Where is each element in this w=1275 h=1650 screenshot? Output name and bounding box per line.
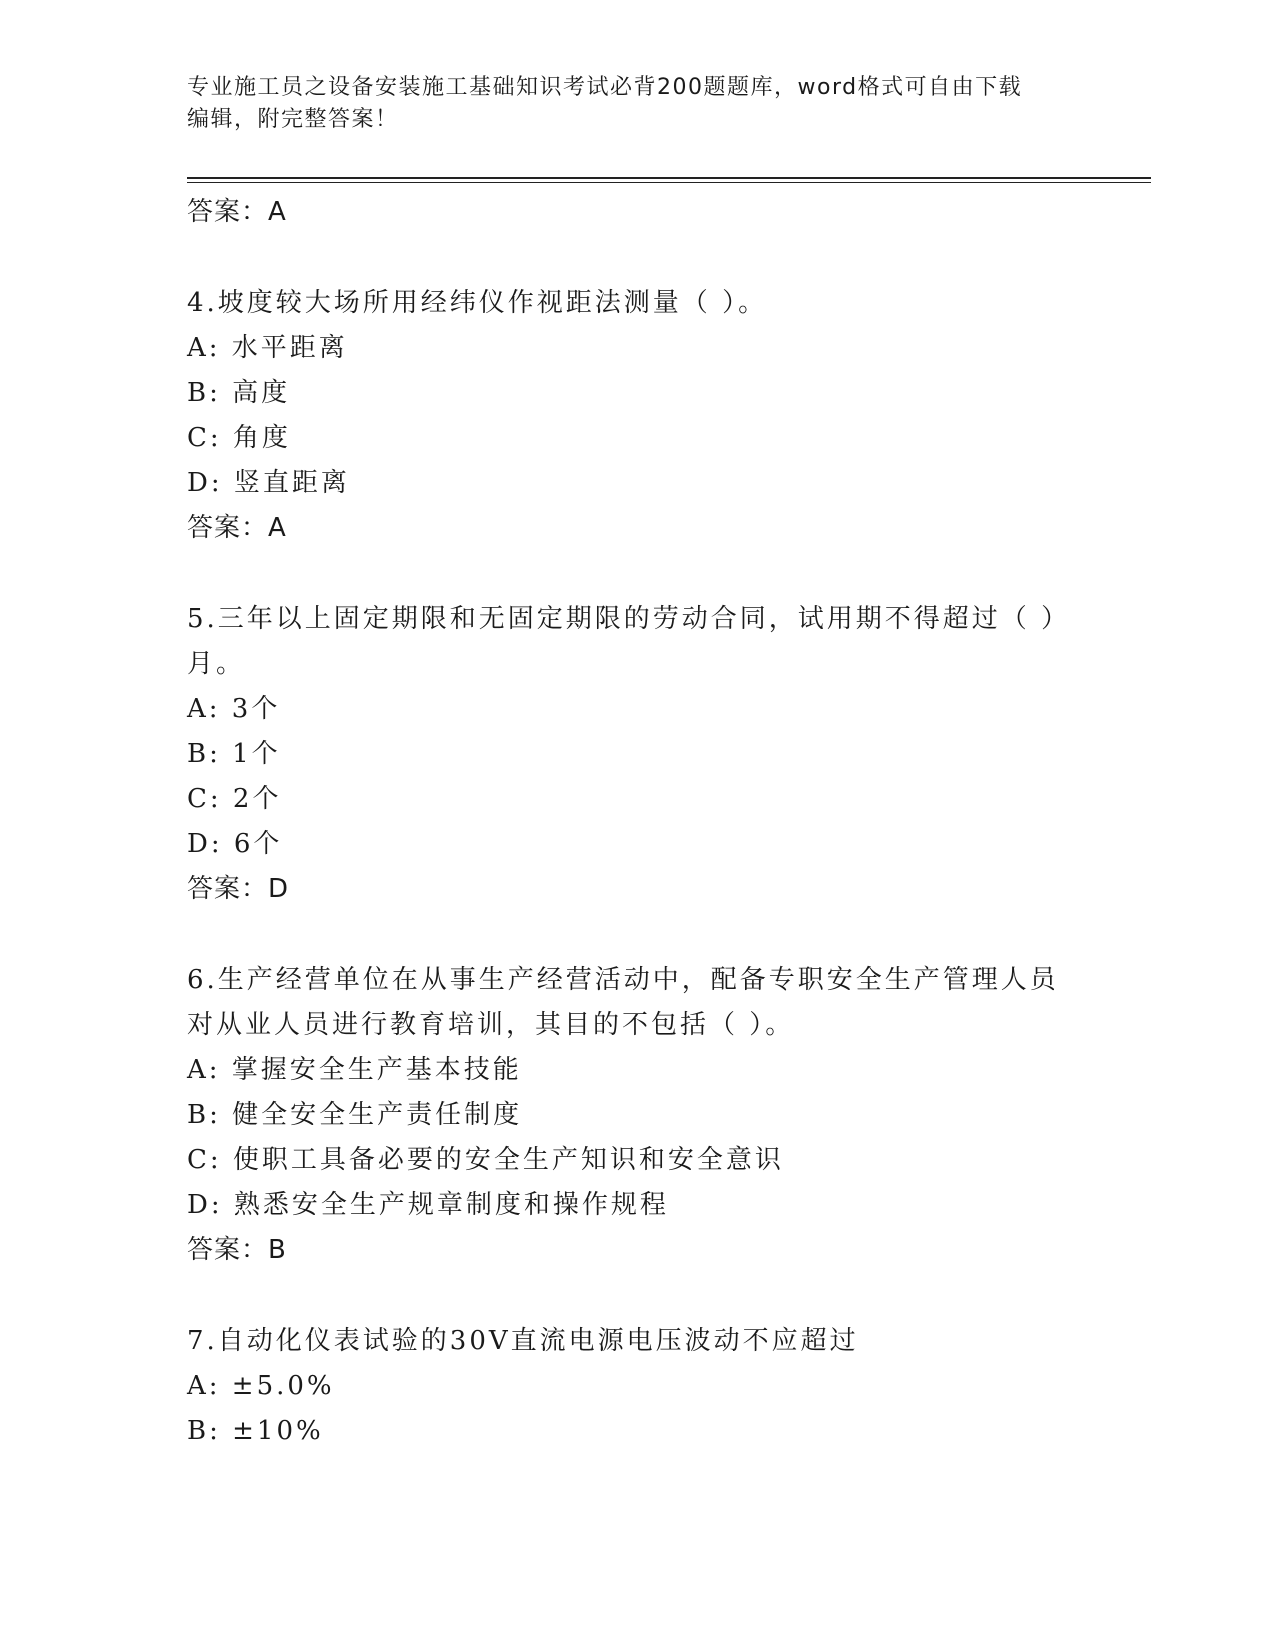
option-d: D: 熟悉安全生产规章制度和操作规程	[187, 1190, 669, 1220]
option-b: B: 高度	[187, 378, 291, 408]
question-stem-continued: 月。	[187, 649, 246, 679]
answer: 答案：B	[187, 1235, 287, 1265]
document-header	[187, 72, 1067, 136]
header-line-1: 专业施工员之设备安装施工基础知识考试必背200题题库，word格式可自由下载	[187, 75, 1023, 100]
option-a: A: 水平距离	[187, 333, 348, 363]
option-d: D: 6个	[187, 829, 283, 859]
spacer	[187, 551, 1087, 597]
question-stem-continued: 对从业人员进行教育培训，其目的不包括（ ）。	[187, 1010, 795, 1040]
question-list	[187, 190, 1087, 1454]
answer: 答案：D	[187, 874, 290, 904]
option-d: D: 竖直距离	[187, 468, 350, 498]
option-c: C: 使职工具备必要的安全生产知识和安全意识	[187, 1145, 784, 1175]
spacer	[187, 235, 1087, 281]
answer: 答案：A	[187, 513, 287, 543]
question-5	[187, 597, 1087, 912]
option-b: B: ±10%	[187, 1416, 324, 1446]
question-stem: 5.三年以上固定期限和无固定期限的劳动合同，试用期不得超过（ ）	[187, 604, 1071, 634]
option-c: C: 角度	[187, 423, 291, 453]
option-a: A: 掌握安全生产基本技能	[187, 1055, 522, 1085]
option-a: A: ±5.0%	[187, 1371, 335, 1401]
option-c: C: 2个	[187, 784, 282, 814]
question-stem: 4.坡度较大场所用经纬仪作视距法测量（ ）。	[187, 288, 768, 318]
previous-answer: 答案：A	[187, 197, 287, 227]
spacer	[187, 1273, 1087, 1319]
question-7	[187, 1319, 1087, 1454]
spacer	[187, 912, 1087, 958]
question-stem: 6.生产经营单位在从事生产经营活动中，配备专职安全生产管理人员	[187, 965, 1059, 995]
option-b: B: 1个	[187, 739, 281, 769]
question-stem: 7.自动化仪表试验的30V直流电源电压波动不应超过	[187, 1326, 859, 1356]
header-line-2: 编辑，附完整答案！	[187, 107, 399, 132]
question-4	[187, 281, 1087, 551]
question-6	[187, 958, 1087, 1273]
header-rule-thin	[187, 182, 1151, 183]
option-b: B: 健全安全生产责任制度	[187, 1100, 523, 1130]
header-rule-thick	[187, 177, 1151, 179]
option-a: A: 3个	[187, 694, 281, 724]
